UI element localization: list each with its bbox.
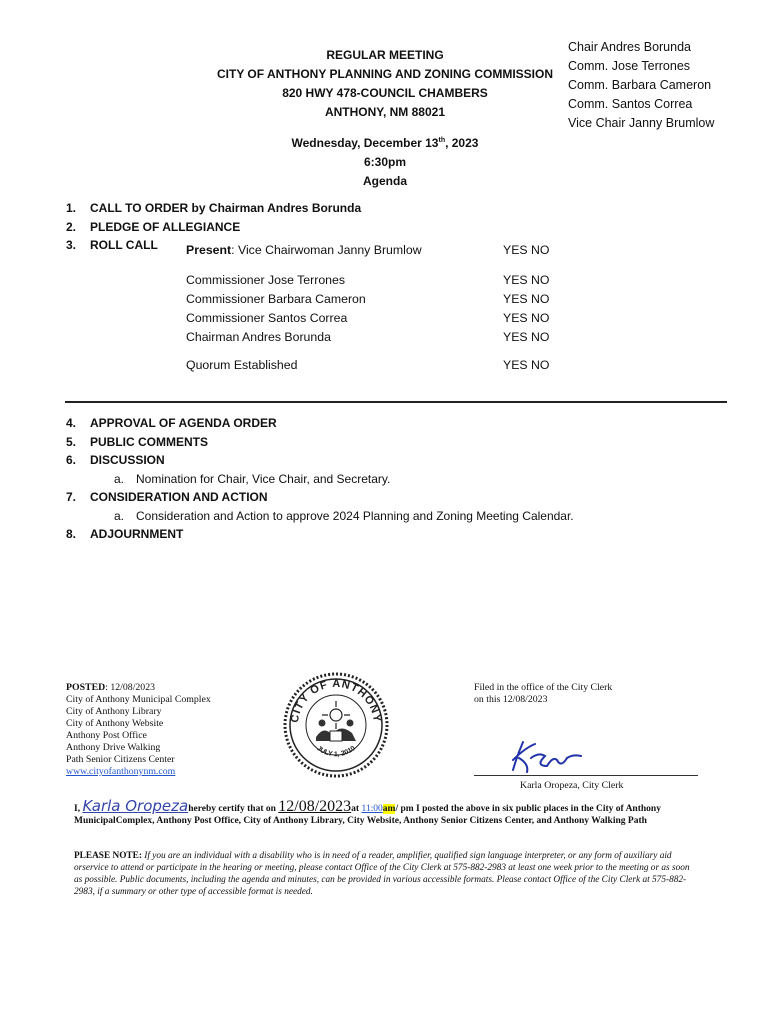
filed-line-1: Filed in the office of the City Clerk	[474, 682, 613, 693]
agenda-item: 4. APPROVAL OF AGENDA ORDER	[66, 416, 277, 430]
posted-locations	[66, 682, 211, 778]
header-line-2: CITY OF ANTHONY PLANNING AND ZONING COMMISSION	[216, 67, 553, 81]
header-line-3: 820 HWY 478-COUNCIL CHAMBERS	[282, 86, 488, 100]
member-cameron: Comm. Barbara Cameron	[568, 78, 712, 92]
seal-bottom-text: JULY 1, 2010	[315, 745, 357, 759]
posted-place: Anthony Post Office	[66, 730, 147, 741]
posted-place: City of Anthony Municipal Complex	[66, 694, 211, 705]
clerk-signature-icon	[505, 738, 585, 778]
yes-no-present: YES NO	[503, 243, 550, 257]
yes-no: YES NO	[503, 273, 550, 287]
posting-certification: I, Karla Oropezahereby certify that on 12/08/2023at 11:00am/ pm I posted the above in six public places in the City of Anthony MunicipalComplex, Anthony Post Office, City of Anthony Library, City Website, Anthony Senior Citizens Center, and Anthony Walking Path	[74, 797, 661, 826]
am-highlight: am	[382, 804, 396, 814]
city-seal-icon	[282, 671, 390, 779]
posted-place: City of Anthony Website	[66, 718, 164, 729]
signature-line	[474, 775, 698, 776]
yes-no: YES NO	[503, 311, 550, 325]
seal-top-text: CITY OF ANTHONY	[288, 677, 384, 724]
agenda-item: 8. ADJOURNMENT	[66, 527, 184, 541]
agenda-list-bottom	[66, 414, 726, 544]
meeting-header	[180, 46, 590, 122]
agenda-item: 3. ROLL CALL	[66, 238, 158, 252]
member-correa: Comm. Santos Correa	[568, 97, 693, 111]
svg-text:JULY 1, 2010	[315, 745, 357, 758]
header-line-4: ANTHONY, NM 88021	[324, 105, 446, 119]
agenda-subitem: a. Nomination for Chair, Vice Chair, and Secretary.	[114, 471, 391, 486]
member-terrones: Comm. Jose Terrones	[568, 59, 691, 73]
commission-members	[568, 38, 714, 133]
quorum-label: Quorum Established	[186, 358, 298, 372]
roll-call-present: Present: Vice Chairwoman Janny Brumlow	[186, 243, 422, 257]
filed-notice	[474, 682, 612, 706]
filed-line-2: on this 12/08/2023	[474, 694, 548, 705]
agenda-item: 5. PUBLIC COMMENTS	[66, 434, 208, 449]
clerk-name: Karla Oropeza, City Clerk	[520, 780, 624, 791]
header-line-1: REGULAR MEETING	[326, 48, 444, 62]
member-chair: Chair Andres Borunda	[568, 40, 691, 54]
certification-time: 11:00	[361, 804, 383, 814]
city-website-link[interactable]: www.cityofanthonynm.com	[66, 766, 176, 777]
note-text: If you are an individual with a disability who is in need of a reader, amplifier, qualified sign language interpreter, or any form of auxiliary aid orservice to attend or participate in the hearing or meeting, please contact Office of the City Clerk at 575-882-2983 at least one week prior to the meeting or as soon as possible. Public documents, including the agenda and minutes, can be provided in various accessible formats. Please contact Office of the City Clerk at 575-882-2983, if a summary or other type of accessible format is needed.	[74, 851, 690, 897]
roll-call-member: Commissioner Santos Correa	[186, 311, 348, 325]
certification-date: 12/08/2023	[278, 798, 352, 815]
posted-place: City of Anthony Library	[66, 706, 162, 717]
meeting-time: 6:30pm	[363, 155, 407, 169]
meeting-date: Wednesday, December 13th, 2023	[291, 136, 479, 150]
agenda-item: 1. CALL TO ORDER by Chairman Andres Borunda	[66, 201, 362, 215]
agenda-title: Agenda	[362, 174, 407, 188]
member-vice-chair: Vice Chair Janny Brumlow	[568, 116, 715, 130]
posted-place: Path Senior Citizens Center	[66, 754, 175, 765]
quorum-yes-no: YES NO	[503, 358, 550, 372]
yes-no: YES NO	[503, 330, 550, 344]
accessibility-note	[74, 850, 696, 898]
yes-no: YES NO	[503, 292, 550, 306]
certifier-name: Karla Oropeza	[82, 797, 189, 815]
agenda-item: 6. DISCUSSION	[66, 453, 165, 467]
agenda-item: 7. CONSIDERATION AND ACTION	[66, 490, 268, 504]
roll-call-member: Commissioner Jose Terrones	[186, 273, 346, 287]
divider	[65, 401, 727, 403]
roll-call-yes-no	[503, 271, 549, 347]
agenda-item: 2. PLEDGE OF ALLEGIANCE	[66, 219, 241, 234]
roll-call-members	[186, 271, 366, 347]
note-label: PLEASE NOTE:	[74, 851, 142, 861]
posted-place: Anthony Drive Walking	[66, 742, 161, 753]
roll-call-member: Commissioner Barbara Cameron	[186, 292, 366, 306]
agenda-subitem: a. Consideration and Action to approve 2024 Planning and Zoning Meeting Calendar.	[114, 508, 574, 523]
meeting-datetime	[180, 131, 590, 191]
roll-call-member: Chairman Andres Borunda	[186, 330, 331, 344]
posted-date: POSTED: 12/08/2023	[66, 682, 156, 693]
